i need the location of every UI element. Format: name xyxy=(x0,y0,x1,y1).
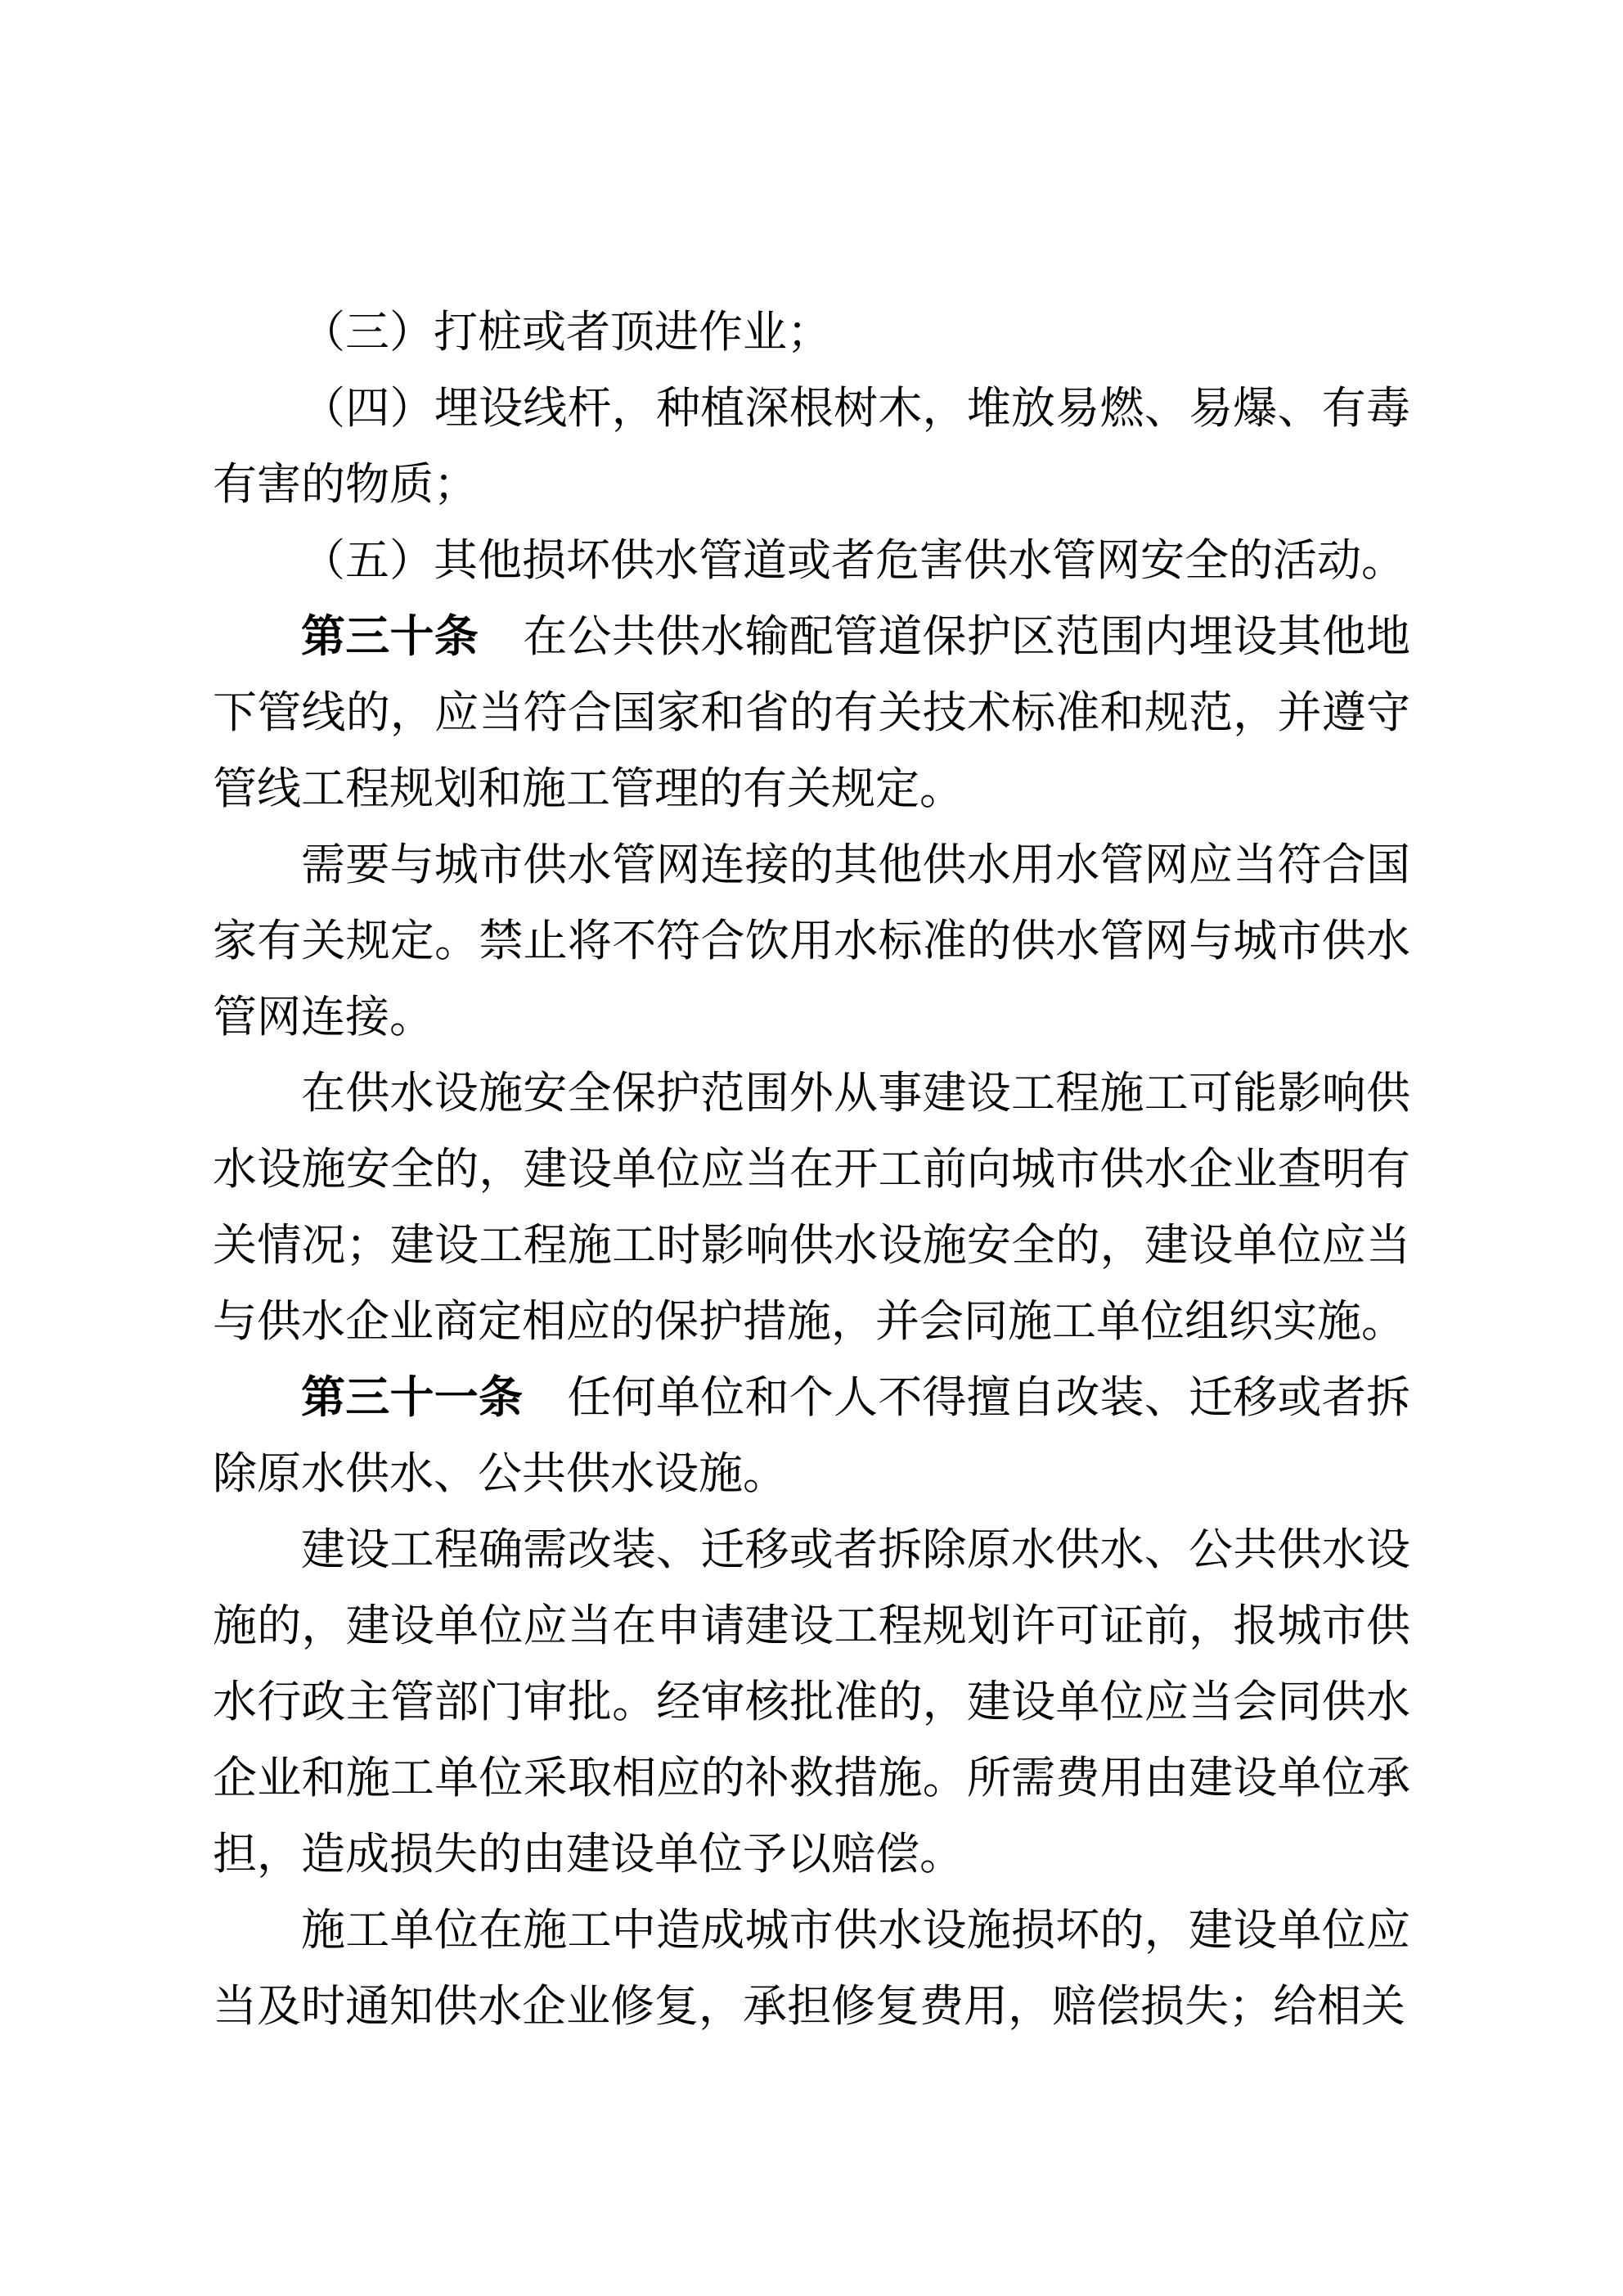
article-30-paragraph-3 xyxy=(213,1056,1410,1360)
article-30-paragraph-1 xyxy=(213,599,1410,827)
article-31-paragraph-1 xyxy=(213,1360,1410,1512)
document-body xyxy=(213,295,1410,2045)
list-item-3 xyxy=(213,295,1410,371)
article-31-paragraph-2 xyxy=(213,1512,1410,1893)
paragraph-text: （四）埋设线杆，种植深根树木，堆放易燃、易爆、有毒有害的物质； xyxy=(213,384,1410,509)
paragraph-text: 在公共供水输配管道保护区范围内埋设其他地下管线的，应当符合国家和省的有关技术标准和规范，并遵守管线工程规划和施工管理的有关规定。 xyxy=(213,612,1410,813)
paragraph-text: （五）其他损坏供水管道或者危害供水管网安全的活动。 xyxy=(301,536,1405,585)
paragraph-text: 任何单位和个人不得擅自改装、迁移或者拆除原水供水、公共供水设施。 xyxy=(213,1373,1410,1498)
article-number: 第三十条 xyxy=(301,612,479,661)
list-item-5 xyxy=(213,523,1410,599)
article-31-paragraph-3 xyxy=(213,1893,1410,2045)
paragraph-text: 需要与城市供水管网连接的其他供水用水管网应当符合国家有关规定。禁止将不符合饮用水标准的供水管网与城市供水管网连接。 xyxy=(213,840,1410,1042)
list-item-4 xyxy=(213,371,1410,523)
paragraph-text: 建设工程确需改装、迁移或者拆除原水供水、公共供水设施的，建设单位应当在申请建设工程规划许可证前，报城市供水行政主管部门审批。经审核批准的，建设单位应当会同供水企业和施工单位采取相应的补救措施。所需费用由建设单位承担，造成损失的由建设单位予以赔偿。 xyxy=(213,1525,1410,1879)
paragraph-text: 施工单位在施工中造成城市供水设施损坏的，建设单位应当及时通知供水企业修复，承担修复费用，赔偿损失；给相关 xyxy=(213,1906,1410,2031)
paragraph-text: （三）打桩或者顶进作业； xyxy=(301,308,831,357)
paragraph-text: 在供水设施安全保护范围外从事建设工程施工可能影响供水设施安全的，建设单位应当在开工前向城市供水企业查明有关情况；建设工程施工时影响供水设施安全的，建设单位应当与供水企业商定相应的保护措施，并会同施工单位组织实施。 xyxy=(213,1069,1410,1346)
article-number: 第三十一条 xyxy=(301,1373,524,1422)
article-30-paragraph-2 xyxy=(213,827,1410,1056)
